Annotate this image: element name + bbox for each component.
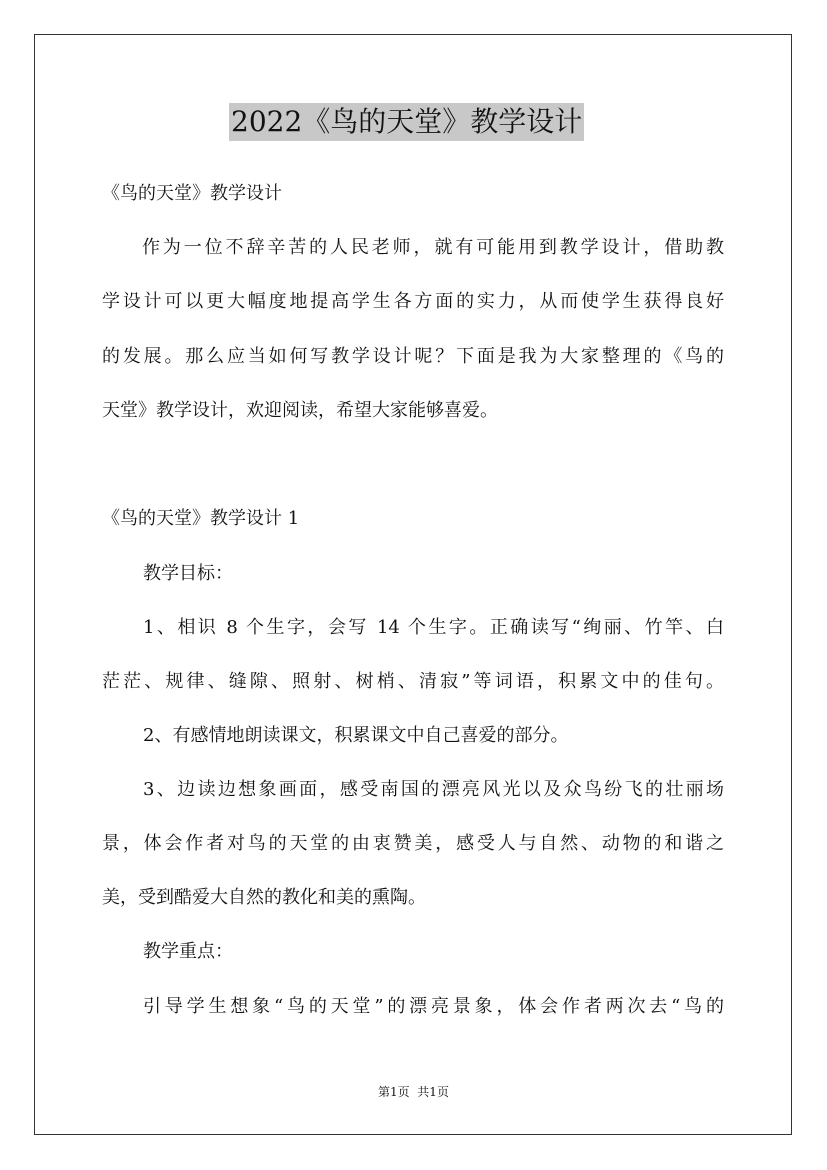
- intro-line-2: 学设计可以更大幅度地提高学生各方面的实力，从而使学生获得良好: [102, 291, 724, 312]
- intro-line-1: 作为一位不辞辛苦的人民老师，就有可能用到教学设计，借助教: [142, 237, 724, 258]
- goals-label: 教学目标：: [143, 563, 233, 584]
- goal3-line-3: 美，受到酷爱大自然的教化和美的熏陶。: [102, 887, 426, 908]
- intro-line-3: 的发展。那么应当如何写教学设计呢？下面是我为大家整理的《鸟的: [102, 346, 724, 367]
- goal2: 2、有感情地朗读课文，积累课文中自己喜爱的部分。: [143, 725, 569, 746]
- goal3-line-2: 景，体会作者对鸟的天堂的由衷赞美，感受人与自然、动物的和谐之: [102, 833, 724, 854]
- goal1-line-1: 1、相识 8 个生字，会写 14 个生字。正确读写“绚丽、竹竿、白: [143, 617, 724, 638]
- goal1-line-2: 茫茫、规律、缝隙、照射、树梢、清寂”等词语，积累文中的佳句。: [102, 671, 724, 692]
- goal3-line-1: 3、边读边想象画面，感受南国的漂亮风光以及众鸟纷飞的壮丽场: [143, 779, 724, 800]
- page-footer: 第1页 共1页: [378, 1085, 449, 1099]
- document-title: 2022《鸟的天堂》教学设计: [229, 103, 584, 141]
- subheading: 《鸟的天堂》教学设计: [102, 183, 282, 204]
- intro-line-4: 天堂》教学设计，欢迎阅读，希望大家能够喜爱。: [102, 400, 498, 421]
- focus-label: 教学重点：: [143, 941, 233, 962]
- focus-line: 引导学生想象“鸟的天堂”的漂亮景象，体会作者两次去“鸟的: [143, 996, 724, 1017]
- section-heading: 《鸟的天堂》教学设计 1: [102, 508, 300, 529]
